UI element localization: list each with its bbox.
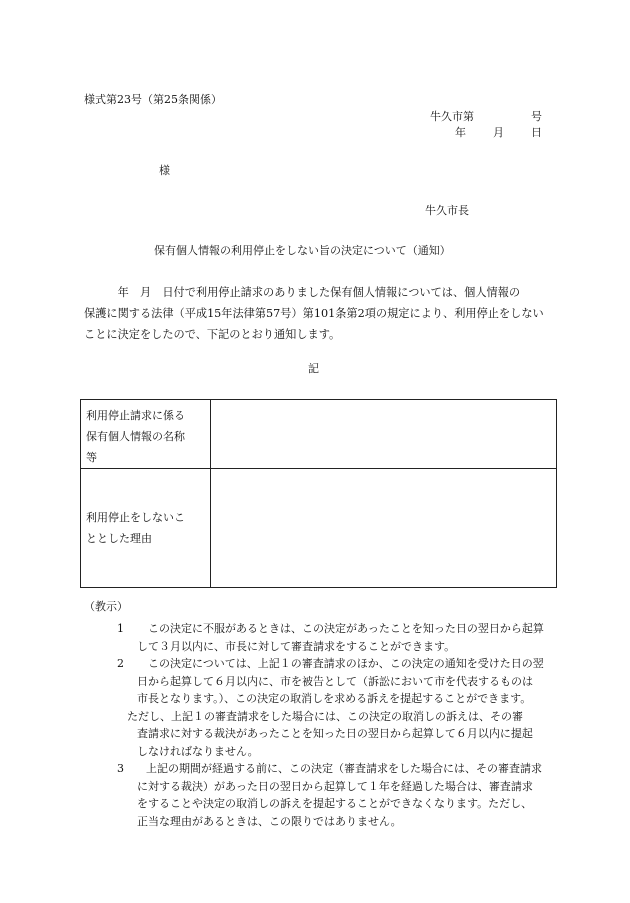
document-title: 保有個人情報の利用停止をしない旨の決定について（通知） (154, 244, 451, 257)
sender: 牛久市長 (425, 204, 469, 217)
info-name-value (211, 400, 557, 469)
form-number-label: 様式第23号（第25条関係） (84, 93, 222, 106)
instruction-number: 2 (117, 657, 124, 670)
body-line: 保護に関する法律（平成15年法律第57号）第101条第2項の規定により、利用停止をしない (84, 307, 544, 320)
addressee: 様 (159, 164, 170, 177)
instruction-item: 3 上記の期間が経過する前に、この決定（審査請求をした場合には、その審査請求 に対する裁決）があった日の翌日から起算して１年を経過した場合は、審査請求 をすることや決定の取消しの訴えを提起することができなくなります。ただし、 正当な理由があるときは、この限りではありません。 (117, 762, 542, 828)
info-table (80, 399, 557, 588)
instruction-item: 2 この決定については、上記１の審査請求のほか、この決定の通知を受けた日の翌 日から起算して６月以内に、市を被告として（訴訟において市を代表するものは 市長となります。）、この決定の取消しを求める訴えを提起することができます。 ただし、上記１の審査請求をした場合には、この決定の取消しの訴えは、その審 査請求に対する裁決があったことを知った日の翌日から起算して６月以内に提起 しなければなりません。 (117, 657, 544, 758)
instruction-item: 1 この決定に不服があるときは、この決定があったことを知った日の翌日から起算 して３月以内に、市長に対して審査請求をすることができます。 (117, 622, 544, 653)
body-line: 年 月 日付で利用停止請求のありました保有個人情報については、個人情報の (84, 286, 521, 299)
document-number-suffix: 号 (531, 110, 542, 123)
ki-heading: 記 (308, 362, 319, 375)
date-month: 月 (493, 126, 504, 139)
instruction-number: 1 (117, 622, 124, 635)
instruction-number: 3 (117, 762, 124, 775)
reason-label: 利用停止をしないこ ととした理由 (81, 469, 211, 588)
info-name-label: 利用停止請求に係る 保有個人情報の名称 等 (81, 400, 211, 469)
reason-value (211, 469, 557, 588)
instructions-heading: （教示） (84, 600, 128, 613)
body-line: ことに決定をしたので、下記のとおり通知します。 (84, 328, 341, 341)
date-year: 年 (455, 126, 466, 139)
date-day: 日 (531, 126, 542, 139)
table-row (81, 469, 557, 588)
table-row (81, 400, 557, 469)
document-number-prefix: 牛久市第 (430, 110, 474, 123)
instructions-list (0, 620, 630, 830)
notice-body (84, 282, 556, 345)
